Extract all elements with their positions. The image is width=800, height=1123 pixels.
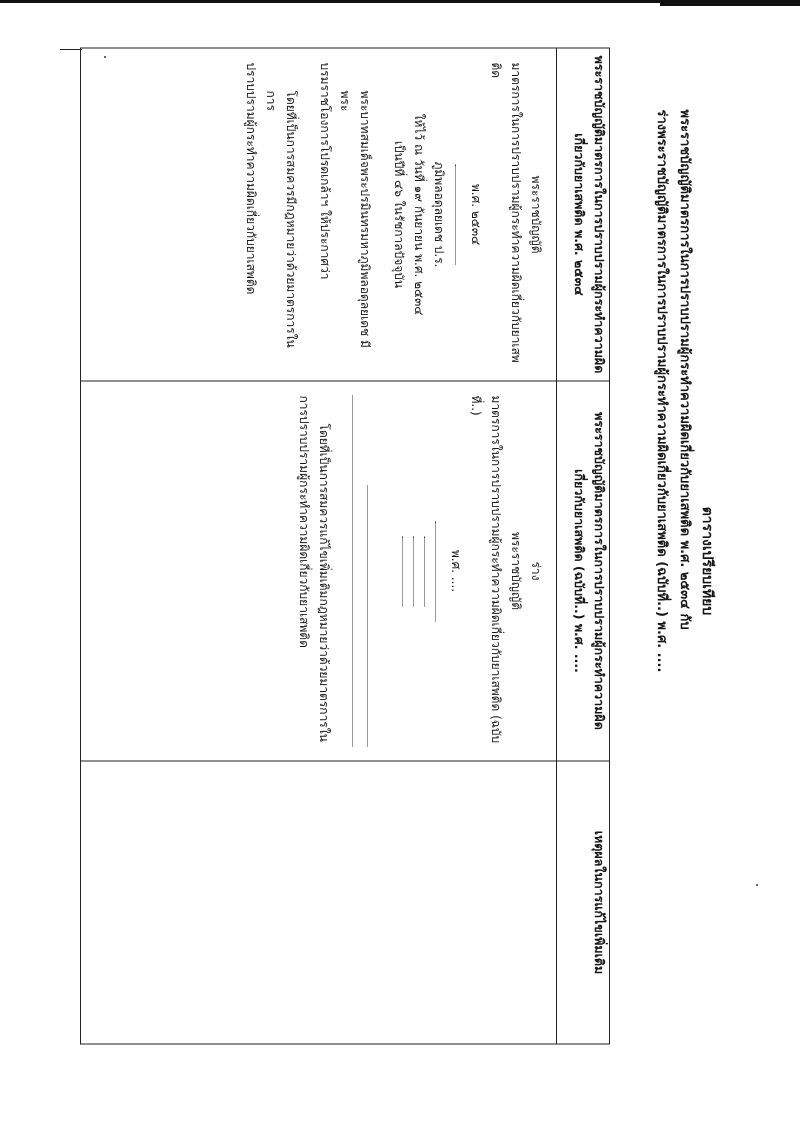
subtitle-line-1: พระราชบัญญัติมาตรการในการปราบปรามผู้กระทำความผิดเกี่ยวกับยาเสพติด พ.ศ. ๒๕๓๔ กับ bbox=[677, 109, 692, 630]
dotted-separator bbox=[435, 521, 440, 621]
dotted-line-placeholder bbox=[352, 396, 363, 747]
dotted-line-placeholder bbox=[367, 486, 378, 747]
comparison-table bbox=[80, 48, 610, 1045]
current-act-name: มาตรการในการปราบปรามผู้กระทำความผิดเกี่ยวกับยาเสพติด bbox=[489, 62, 523, 363]
dotted-line-placeholder bbox=[424, 536, 429, 606]
dotted-separator bbox=[455, 165, 460, 265]
document-title: ตารางเปรียบเทียบ bbox=[699, 506, 715, 616]
draft-label: ร่าง bbox=[529, 561, 543, 581]
current-act-year: พ.ศ. ๒๕๓๔ bbox=[469, 183, 483, 246]
header-reason: เหตุผลในการแก้ไขเพิ่มเติม bbox=[557, 761, 610, 1044]
dotted-line-placeholder bbox=[402, 536, 407, 606]
table-body-row bbox=[81, 48, 557, 1044]
header-draft-law: พระราชบัญญัติมาตรการในการปราบปรามผู้กระทำความผิด เกี่ยวกับยาเสพติด (ฉบับที่..) พ.ศ. .... bbox=[557, 381, 610, 761]
table-header-row bbox=[557, 48, 610, 1044]
scan-corner-mark bbox=[60, 49, 82, 50]
subtitle-line-2: ร่างพระราชบัญญัติมาตรการในการปราบปรามผู้กระทำความผิดเกี่ยวกับยาเสพติด (ฉบับที่..) พ.ศ. .... bbox=[654, 109, 669, 673]
draft-preamble-line-1: โดยที่เป็นการสมควรแก้ไขเพิ่มเติมกฎหมายว่าด้วยมาตรการใน bbox=[317, 423, 331, 742]
current-preamble-line-1: โดยที่เป็นการสมควรมีกฎหมายว่าด้วยมาตรการในการ bbox=[264, 90, 298, 348]
draft-law-cell bbox=[81, 381, 557, 761]
draft-preamble-line-2: การปราบปรามผู้กระทำความผิดเกี่ยวกับยาเสพติด bbox=[297, 395, 311, 648]
draft-act-label: พระราชบัญญัติ bbox=[509, 532, 523, 610]
reign-year: เป็นปีที่ ๔๖ ในรัชกาลปัจจุบัน bbox=[392, 140, 406, 289]
draft-act-year: พ.ศ. .... bbox=[449, 549, 463, 593]
royal-command-line-1: พระบาทสมเด็จพระปรมินทรมหาภูมิพลอดุลยเดช มีพระ bbox=[338, 90, 372, 348]
current-law-cell bbox=[81, 48, 557, 381]
document-subtitle bbox=[650, 110, 696, 673]
dotted-line-placeholder bbox=[413, 536, 418, 606]
king-name: ภูมิพลอดุลยเดช ป.ร. bbox=[432, 161, 446, 268]
given-date: ให้ไว้ ณ วันที่ ๑๙ กันยายน พ.ศ. ๒๕๓๔ bbox=[412, 113, 426, 316]
current-preamble-line-2: ปราบปรามผู้กระทำความผิดเกี่ยวกับยาเสพติด bbox=[244, 62, 258, 295]
royal-command-line-2: บรมราชโองการโปรดเกล้าฯ ให้ประกาศว่า bbox=[318, 62, 332, 280]
header-current-law: พระราชบัญญัติมาตรการในการปราบปรามผู้กระทำความผิด เกี่ยวกับยาเสพติด พ.ศ. ๒๕๓๔ bbox=[557, 48, 610, 381]
reason-cell bbox=[81, 761, 557, 1044]
current-act-label: พระราชบัญญัติ bbox=[529, 175, 543, 254]
draft-act-name: มาตรการในการปราบปรามผู้กระทำความผิดเกี่ยวกับยาเสพติด (ฉบับที่..) bbox=[469, 395, 503, 744]
